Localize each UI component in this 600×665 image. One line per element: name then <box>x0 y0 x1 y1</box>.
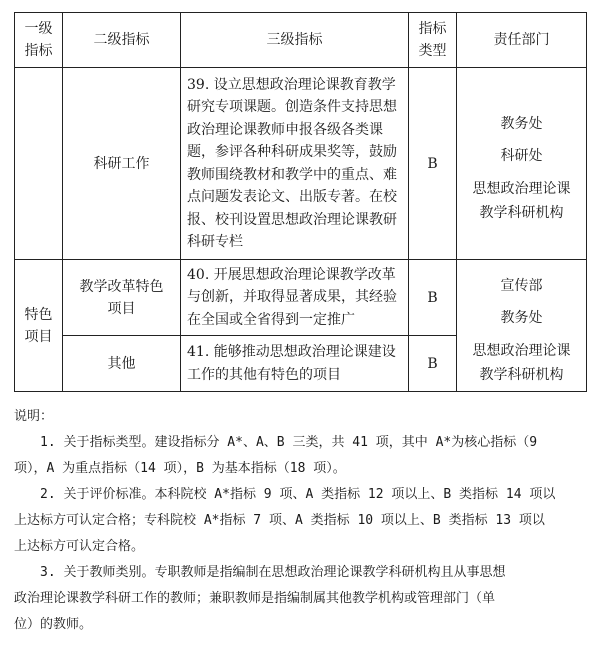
dept-cell <box>457 68 587 260</box>
note-2-line1: 2. 关于评价标准。本科院校 A*指标 9 项、A 类指标 12 项以上、B 类指标 14 项以 <box>40 487 556 502</box>
level1-cell <box>15 260 63 392</box>
header-level1-line2: 指标 <box>24 43 53 59</box>
table-row <box>15 68 587 260</box>
dept-item-line1: 思想政治理论课 <box>472 342 571 359</box>
note-1-line1: 1. 关于指标类型。建设指标分 A*、A、B 三类，共 41 项，其中 A*为核心指标（9 <box>40 435 538 450</box>
level2-cell: 其他 <box>63 336 181 392</box>
dept-cell <box>457 260 587 392</box>
table-row <box>15 260 587 336</box>
level3-cell: 39. 设立思想政治理论课教育教学研究专项课题。创造条件支持思想政治理论课教师申报各级各类课题，参评各种科研成果奖等，鼓励教师围绕教材和教学中的重点、难点问题发表论文、出版专著。在校报、校刊设置思想政治理论课教研科研专栏 <box>181 68 409 260</box>
level2-cell: 科研工作 <box>63 68 181 260</box>
dept-item: 教务处 <box>500 309 543 326</box>
indicator-table <box>14 12 587 392</box>
type-cell: B <box>409 336 457 392</box>
header-type-line1: 指标 <box>418 21 447 37</box>
dept-item: 教务处 <box>500 115 543 132</box>
level3-cell: 40. 开展思想政治理论课教学改革与创新，并取得显著成果，其经验在全国或全省得到一定推广 <box>181 260 409 336</box>
dept-item-line1: 思想政治理论课 <box>472 180 571 197</box>
level2-line1: 教学改革特色 <box>79 278 164 295</box>
level1-cell-empty <box>15 68 63 260</box>
dept-item-line2: 教学科研机构 <box>479 204 564 221</box>
table-header-row <box>15 13 587 68</box>
header-level1 <box>15 13 63 68</box>
dept-item: 科研处 <box>500 147 543 164</box>
header-type <box>409 13 457 68</box>
dept-item: 宣传部 <box>500 277 543 294</box>
note-1-line2: 项），A 为重点指标（14 项），B 为基本指标（18 项）。 <box>14 461 346 476</box>
header-level2: 二级指标 <box>63 13 181 68</box>
header-dept: 责任部门 <box>457 13 587 68</box>
note-3-line2: 政治理论课教学科研工作的教师；兼职教师是指编制属其他教学机构或管理部门（单 <box>14 591 496 606</box>
level2-line2: 项目 <box>107 300 136 317</box>
notes-heading: 说明： <box>14 409 54 424</box>
level2-cell <box>63 260 181 336</box>
type-cell: B <box>409 68 457 260</box>
notes-section <box>14 404 588 638</box>
type-cell: B <box>409 260 457 336</box>
level1-line2: 项目 <box>24 328 53 345</box>
dept-item-line2: 教学科研机构 <box>479 366 564 383</box>
level3-cell: 41. 能够推动思想政治理论课建设工作的其他有特色的项目 <box>181 336 409 392</box>
note-3-line3: 位）的教师。 <box>14 617 93 632</box>
note-2-line3: 上达标方可认定合格。 <box>14 539 145 554</box>
header-level1-line1: 一级 <box>24 21 53 37</box>
header-type-line2: 类型 <box>418 43 447 59</box>
note-2-line2: 上达标方可认定合格；专科院校 A*指标 7 项、A 类指标 10 项以上、B 类指标 13 项以 <box>14 513 545 528</box>
note-3-line1: 3. 关于教师类别。专职教师是指编制在思想政治理论课教学科研机构且从事思想 <box>40 565 506 580</box>
level1-line1: 特色 <box>24 306 53 323</box>
header-level3: 三级指标 <box>181 13 409 68</box>
